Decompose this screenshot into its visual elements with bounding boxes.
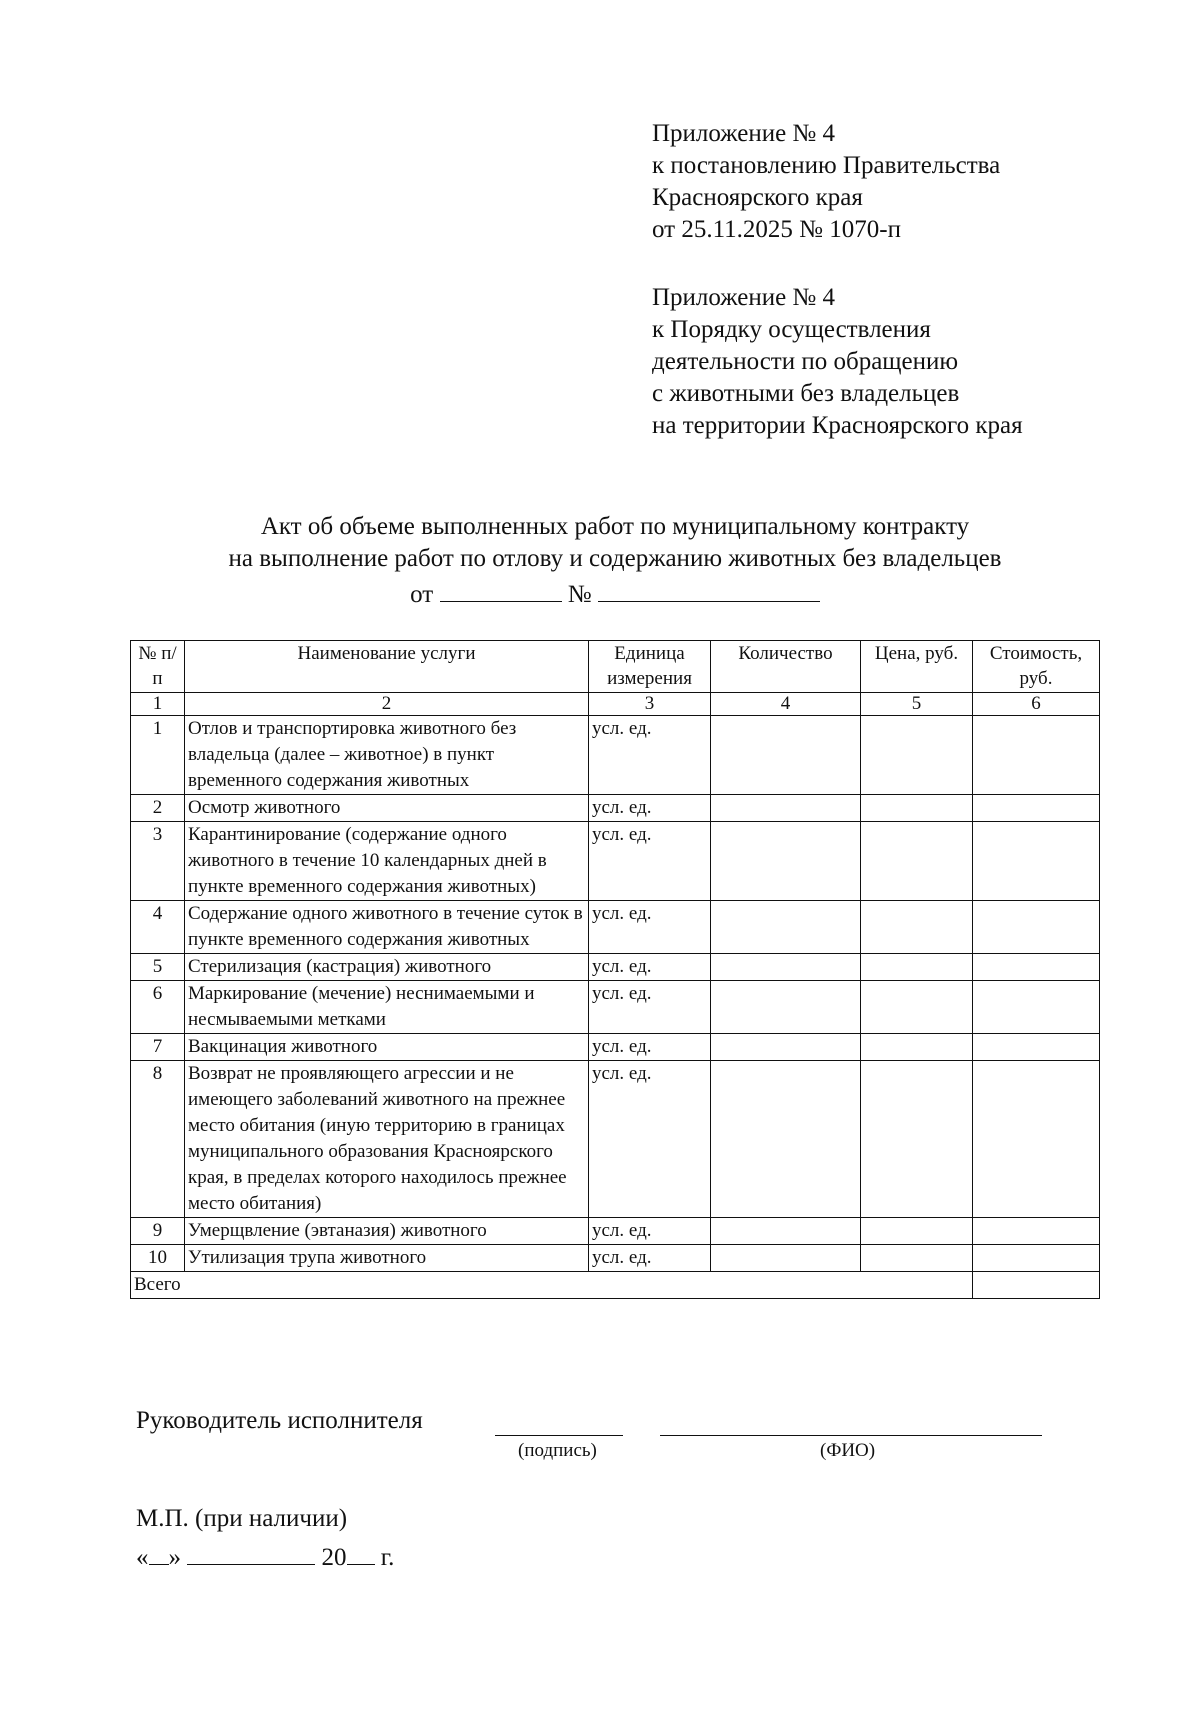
table-row <box>131 716 1100 795</box>
appendix-decree-line-1: Приложение № 4 <box>652 120 836 147</box>
stamp-label: М.П. (при наличии) <box>136 1505 348 1532</box>
row-unit: усл. ед. <box>589 901 711 954</box>
act-title <box>120 511 1110 611</box>
row-service-name: Стерилизация (кастрация) животного <box>185 954 589 981</box>
row-quantity-cell <box>711 795 861 822</box>
row-unit: усл. ед. <box>589 981 711 1034</box>
column-number: 3 <box>589 693 711 716</box>
row-num: 5 <box>131 954 185 981</box>
table-row <box>131 981 1100 1034</box>
row-quantity-cell <box>711 1218 861 1245</box>
row-quantity-cell <box>711 1034 861 1061</box>
header-num: № п/п <box>131 641 185 693</box>
row-unit: усл. ед. <box>589 822 711 901</box>
column-number: 4 <box>711 693 861 716</box>
signature-line <box>495 1435 623 1436</box>
act-date-number-line <box>120 575 1110 611</box>
header-name: Наименование услуги <box>185 641 589 693</box>
full-name-caption: (ФИО) <box>820 1440 876 1461</box>
year-prefix: 20 <box>321 1544 347 1571</box>
row-cost-cell <box>973 716 1100 795</box>
row-unit: усл. ед. <box>589 716 711 795</box>
row-unit: усл. ед. <box>589 1061 711 1218</box>
row-cost-cell <box>973 1245 1100 1272</box>
full-name-line <box>660 1435 1042 1436</box>
row-service-name: Содержание одного животного в течение суток в пункте временного содержания животных <box>185 901 589 954</box>
table-row <box>131 1218 1100 1245</box>
month-blank <box>187 1538 315 1565</box>
row-service-name: Утилизация трупа животного <box>185 1245 589 1272</box>
row-num: 7 <box>131 1034 185 1061</box>
act-number-prefix: № <box>567 581 592 608</box>
table-row <box>131 822 1100 901</box>
row-service-name: Карантинирование (содержание одного животного в течение 10 календарных дней в пункте временного содержания животных) <box>185 822 589 901</box>
row-num: 10 <box>131 1245 185 1272</box>
column-number: 6 <box>973 693 1100 716</box>
row-num: 3 <box>131 822 185 901</box>
act-date-blank <box>440 575 562 602</box>
row-price-cell <box>861 954 973 981</box>
row-cost-cell <box>973 954 1100 981</box>
act-title-line-1: Акт об объеме выполненных работ по муниципальному контракту <box>260 513 970 540</box>
table-row <box>131 1061 1100 1218</box>
row-service-name: Маркирование (мечение) неснимаемыми и несмываемыми метками <box>185 981 589 1034</box>
row-service-name: Осмотр животного <box>185 795 589 822</box>
row-cost-cell <box>973 1218 1100 1245</box>
row-quantity-cell <box>711 822 861 901</box>
row-service-name: Вакцинация животного <box>185 1034 589 1061</box>
row-price-cell <box>861 1061 973 1218</box>
appendix-decree-block <box>652 118 1000 246</box>
row-price-cell <box>861 1034 973 1061</box>
appendix-procedure-line-5: на территории Красноярского края <box>652 412 1023 439</box>
total-label: Всего <box>131 1272 973 1299</box>
row-unit: усл. ед. <box>589 1245 711 1272</box>
executor-head-label: Руководитель исполнителя <box>136 1407 423 1434</box>
table-header-row <box>131 641 1100 693</box>
header-unit: Единица измерения <box>589 641 711 693</box>
row-cost-cell <box>973 981 1100 1034</box>
row-quantity-cell <box>711 954 861 981</box>
row-quantity-cell <box>711 1245 861 1272</box>
row-price-cell <box>861 981 973 1034</box>
appendix-procedure-line-1: Приложение № 4 <box>652 284 836 311</box>
row-cost-cell <box>973 1061 1100 1218</box>
row-num: 9 <box>131 1218 185 1245</box>
act-number-blank <box>598 575 820 602</box>
act-title-line-2: на выполнение работ по отлову и содержанию животных без владельцев <box>228 545 1002 572</box>
works-table <box>130 640 1100 1299</box>
row-quantity-cell <box>711 716 861 795</box>
row-price-cell <box>861 1218 973 1245</box>
row-cost-cell <box>973 822 1100 901</box>
day-blank <box>149 1538 169 1565</box>
row-service-name: Отлов и транспортировка животного без владельца (далее – животное) в пункт временного содержания животных <box>185 716 589 795</box>
appendix-procedure-line-2: к Порядку осуществления <box>652 316 931 343</box>
row-unit: усл. ед. <box>589 1034 711 1061</box>
row-price-cell <box>861 901 973 954</box>
table-row <box>131 795 1100 822</box>
row-unit: усл. ед. <box>589 954 711 981</box>
signature-caption: (подпись) <box>518 1440 597 1461</box>
year-suffix: г. <box>380 1544 395 1571</box>
row-price-cell <box>861 1245 973 1272</box>
header-quantity: Количество <box>711 641 861 693</box>
header-cost: Стоимость, руб. <box>973 641 1100 693</box>
date-close-quote: » <box>168 1544 181 1571</box>
table-row <box>131 1034 1100 1061</box>
row-price-cell <box>861 822 973 901</box>
appendix-procedure-line-3: деятельности по обращению <box>652 348 959 375</box>
row-cost-cell <box>973 795 1100 822</box>
row-num: 2 <box>131 795 185 822</box>
row-price-cell <box>861 795 973 822</box>
row-unit: усл. ед. <box>589 795 711 822</box>
table-row <box>131 1245 1100 1272</box>
appendix-decree-line-2: к постановлению Правительства <box>652 152 1001 179</box>
header-price: Цена, руб. <box>861 641 973 693</box>
row-cost-cell <box>973 1034 1100 1061</box>
row-num: 8 <box>131 1061 185 1218</box>
row-num: 4 <box>131 901 185 954</box>
row-num: 1 <box>131 716 185 795</box>
appendix-decree-line-4: от 25.11.2025 № 1070-п <box>652 216 901 243</box>
row-service-name: Возврат не проявляющего агрессии и не имеющего заболеваний животного на прежнее место обитания (иную территорию в границах муниципального образования Красноярского края, в пределах которого находилось прежнее место обитания) <box>185 1061 589 1218</box>
table-row <box>131 901 1100 954</box>
row-service-name: Умерщвление (эвтаназия) животного <box>185 1218 589 1245</box>
total-cost-cell <box>973 1272 1100 1299</box>
column-number: 1 <box>131 693 185 716</box>
row-quantity-cell <box>711 901 861 954</box>
appendix-decree-line-3: Красноярского края <box>652 184 863 211</box>
row-price-cell <box>861 716 973 795</box>
year-blank <box>347 1538 375 1565</box>
total-row <box>131 1272 1100 1299</box>
appendix-procedure-line-4: с животными без владельцев <box>652 380 960 407</box>
row-quantity-cell <box>711 981 861 1034</box>
act-date-prefix: от <box>410 581 434 608</box>
column-number-row <box>131 693 1100 716</box>
date-open-quote: « <box>136 1544 149 1571</box>
row-quantity-cell <box>711 1061 861 1218</box>
row-num: 6 <box>131 981 185 1034</box>
column-number: 5 <box>861 693 973 716</box>
row-unit: усл. ед. <box>589 1218 711 1245</box>
table-row <box>131 954 1100 981</box>
signature-date-line <box>136 1538 394 1574</box>
column-number: 2 <box>185 693 589 716</box>
row-cost-cell <box>973 901 1100 954</box>
appendix-procedure-block <box>652 282 1023 442</box>
